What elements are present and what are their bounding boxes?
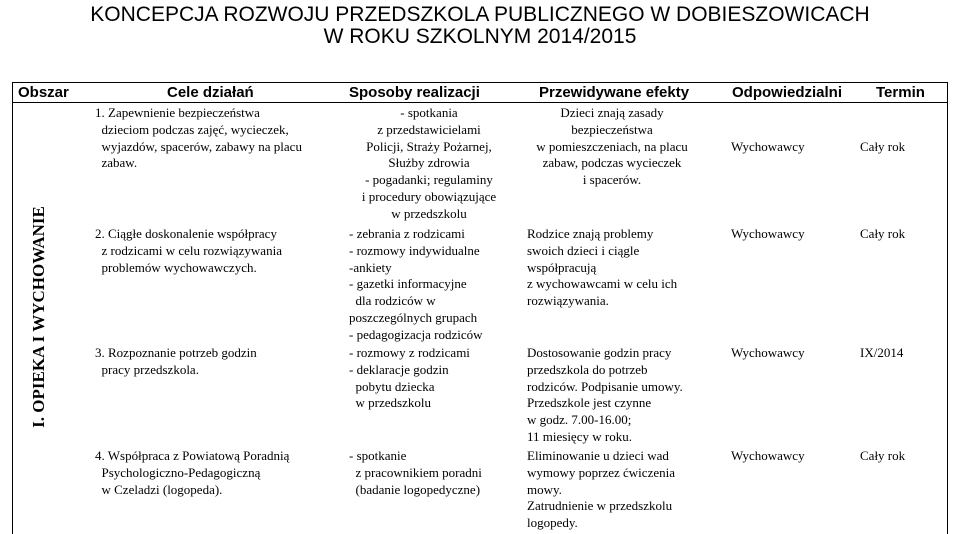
row4-cel: 4. Współpraca z Powiatową Poradnią Psychologiczno-Pedagogiczną w Czeladzi (logopeda). xyxy=(95,448,290,497)
row3-sposoby: - rozmowy z rodzicami - deklaracje godzin pobytu dziecka w przedszkolu xyxy=(349,345,470,411)
header-sposoby: Sposoby realizacji xyxy=(349,84,480,101)
header-termin: Termin xyxy=(876,84,925,101)
header-efekty: Przewidywane efekty xyxy=(539,84,690,101)
row4-termin: Cały rok xyxy=(860,448,906,463)
header-bottom-border xyxy=(12,102,948,103)
row3-termin: IX/2014 xyxy=(860,345,904,360)
row4-odpowiedzialni: Wychowawcy xyxy=(731,448,805,463)
row4-efekty: Eliminowanie u dzieci wad wymowy poprzez ćwiczenia mowy. Zatrudnienie w przedszkolu logopedy. xyxy=(527,448,675,531)
row1-sposoby: - spotkania z przedstawicielami Policji, Straży Pożarnej, Służby zdrowia - pogadanki; regulaminy i procedury obowiązujące w przedszkolu xyxy=(361,105,497,221)
row2-cel: 2. Ciągłe doskonalenie współpracy z rodzicami w celu rozwiązywania problemów wychowawczych. xyxy=(95,226,282,275)
row1-odpowiedzialni: Wychowawcy xyxy=(731,139,805,154)
table-top-border xyxy=(12,82,948,83)
table-right-border xyxy=(947,82,948,534)
header-cele: Cele działań xyxy=(167,84,254,101)
header-obszar: Obszar xyxy=(18,84,69,101)
row2-sposoby: - zebrania z rodzicami - rozmowy indywidualne -ankiety - gazetki informacyjne dla rodziców w poszczególnych grupach - pedagogizacja rodziców xyxy=(349,226,483,342)
row3-cel: 3. Rozpoznanie potrzeb godzin pracy przedszkola. xyxy=(95,345,257,377)
header-odpowiedzialni: Odpowiedzialni xyxy=(732,84,843,101)
row2-termin: Cały rok xyxy=(860,226,906,241)
row4-sposoby: - spotkanie z pracownikiem poradni (badanie logopedyczne) xyxy=(349,448,482,497)
area-label xyxy=(26,183,52,450)
row1-efekty: Dzieci znają zasady bezpieczeństwa w pomieszczeniach, na placu zabaw, podczas wycieczek i spacerów. xyxy=(536,105,688,188)
row2-odpowiedzialni: Wychowawcy xyxy=(731,226,805,241)
row1-cel: 1. Zapewnienie bezpieczeństwa dzieciom podczas zajęć, wycieczek, wyjazdów, spacerów, zabawy na placu zabaw. xyxy=(95,105,302,171)
document-title-line1: KONCEPCJA ROZWOJU PRZEDSZKOLA PUBLICZNEGO W DOBIESZOWICACH xyxy=(90,3,870,26)
row2-efekty: Rodzice znają problemy swoich dzieci i ciągle współpracują z wychowawcami w celu ich rozwiązywania. xyxy=(527,226,678,309)
table-left-border xyxy=(12,82,13,534)
row3-efekty: Dostosowanie godzin pracy przedszkola do potrzeb rodziców. Podpisanie umowy. Przedszkole jest czynne w godz. 7.00-16.00; 11 miesięcy w roku. xyxy=(527,345,683,444)
row1-termin: Cały rok xyxy=(860,139,906,154)
area-label-text: I. OPIEKA I WYCHOWANIE xyxy=(29,205,48,428)
row3-odpowiedzialni: Wychowawcy xyxy=(731,345,805,360)
document-title-line2: W ROKU SZKOLNYM 2014/2015 xyxy=(323,25,637,48)
